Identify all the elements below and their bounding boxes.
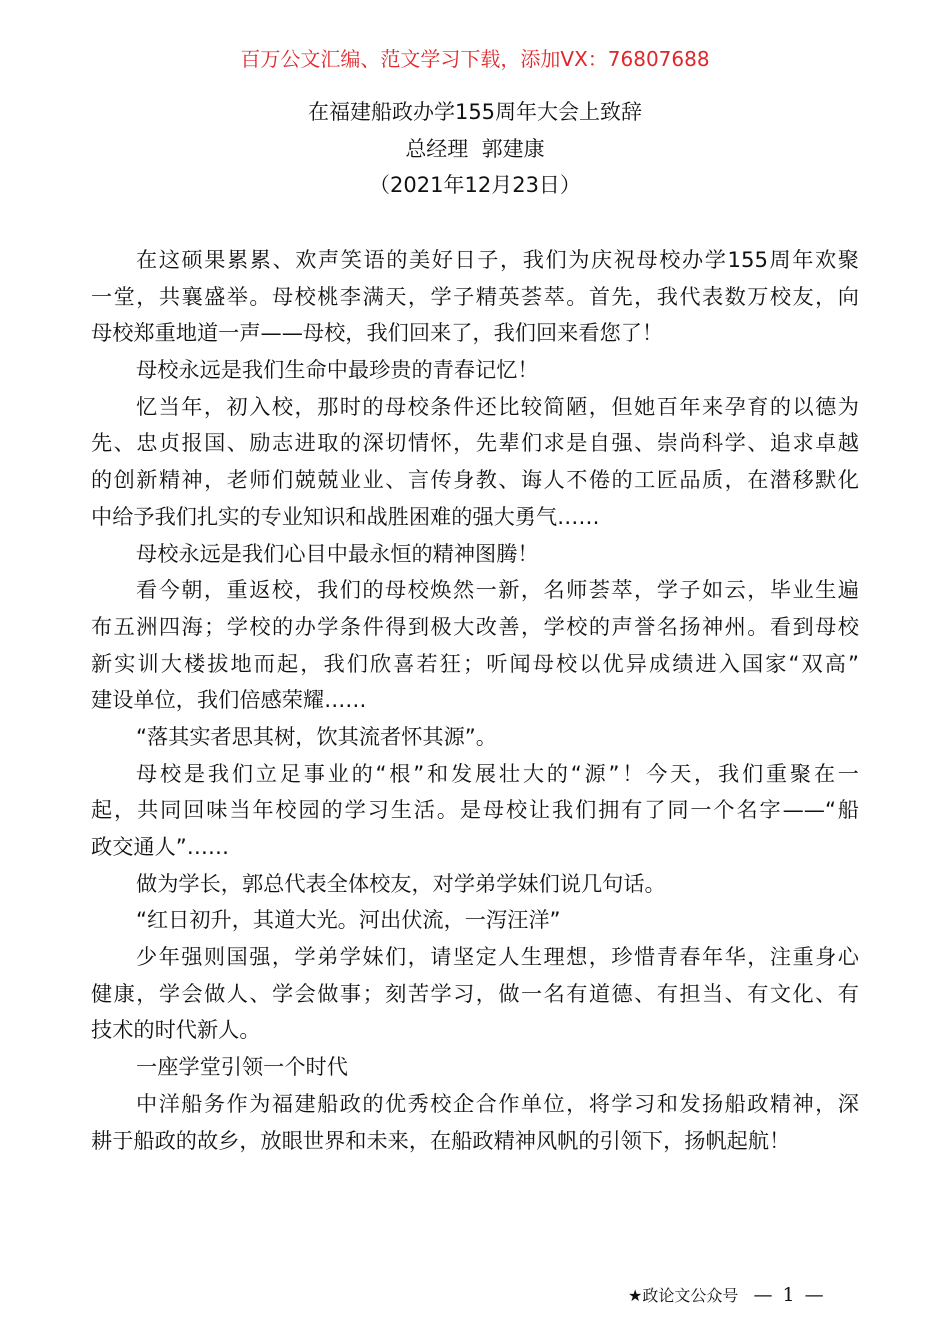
paragraph-line: 一堂，共襄盛举。母校桃李满天，学子精英荟萃。首先，我代表数万校友，向 <box>91 283 859 309</box>
page-number: — 1 — <box>753 1284 826 1306</box>
paragraph-line: 母校是我们立足事业的“根”和发展壮大的“源”！今天，我们重聚在一 <box>136 760 859 786</box>
author-line: 总经理 郭建康 <box>405 137 545 161</box>
paragraph-line: 新实训大楼拔地而起，我们欣喜若狂；听闻母校以优异成绩进入国家“双高” <box>91 650 859 676</box>
paragraph-line: 起，共同回味当年校园的学习生活。是母校让我们拥有了同一个名字——“船 <box>91 797 859 823</box>
paragraph-line: 少年强则国强，学弟学妹们，请坚定人生理想，珍惜青春年华，注重身心 <box>136 944 859 970</box>
footer-source: ★政论文公众号 <box>628 1286 739 1305</box>
paragraph <box>91 939 859 1049</box>
document-title: 在福建船政办学155周年大会上致辞 <box>307 100 643 124</box>
paragraph <box>91 572 859 719</box>
header-banner: 百万公文汇编、范文学习下载，添加VX：76807688 <box>240 47 710 71</box>
paragraph <box>91 756 859 866</box>
paragraph-line: 政交通人”…… <box>91 834 230 859</box>
paragraph-line: 做为学长，郭总代表全体校友，对学弟学妹们说几句话。 <box>136 870 666 896</box>
paragraph-line: 健康，学会做人、学会做事；刻苦学习，做一名有道德、有担当、有文化、有 <box>91 980 859 1006</box>
paragraph-line: “落其实者思其树，饮其流者怀其源”。 <box>136 723 497 749</box>
paragraph-line: 母校永远是我们心目中最永恒的精神图腾！ <box>136 540 539 566</box>
document-body <box>91 242 859 1159</box>
paragraph-line: 中洋船务作为福建船政的优秀校企合作单位，将学习和发扬船政精神，深 <box>136 1090 859 1116</box>
paragraph <box>91 1049 859 1086</box>
paragraph-line: 母校郑重地道一声——母校，我们回来了，我们回来看您了！ <box>91 320 664 346</box>
paragraph-line: 母校永远是我们生命中最珍贵的青春记忆！ <box>136 357 539 383</box>
paragraph <box>91 389 859 536</box>
paragraph-line: “红日初升，其道大光。河出伏流，一泻汪洋” <box>136 907 561 933</box>
paragraph <box>91 1086 859 1159</box>
paragraph-line: 布五洲四海；学校的办学条件得到极大改善，学校的声誉名扬神州。看到母校 <box>91 613 859 639</box>
paragraph-line: 技术的时代新人。 <box>91 1017 261 1043</box>
paragraph-line: 一座学堂引领一个时代 <box>136 1054 348 1080</box>
paragraph <box>91 866 859 903</box>
date-line: （2021年12月23日） <box>369 173 581 197</box>
paragraph-line: 在这硕果累累、欢声笑语的美好日子，我们为庆祝母校办学155周年欢聚 <box>136 247 859 272</box>
paragraph <box>91 902 859 939</box>
paragraph-line: 中给予我们扎实的专业知识和战胜困难的强大勇气…… <box>91 503 600 529</box>
paragraph <box>91 242 859 352</box>
paragraph-line: 建设单位，我们倍感荣耀…… <box>91 687 367 713</box>
paragraph <box>91 536 859 573</box>
paragraph-line: 看今朝，重返校，我们的母校焕然一新，名师荟萃，学子如云，毕业生遍 <box>136 577 859 603</box>
paragraph-line: 耕于船政的故乡，放眼世界和未来，在船政精神风帆的引领下，扬帆起航！ <box>91 1127 791 1153</box>
paragraph <box>91 352 859 389</box>
paragraph-line: 先、忠贞报国、励志进取的深切情怀，先辈们求是自强、崇尚科学、追求卓越 <box>91 430 859 456</box>
paragraph <box>91 719 859 756</box>
page-footer <box>628 1283 826 1308</box>
paragraph-line: 的创新精神，老师们兢兢业业、言传身教、诲人不倦的工匠品质，在潜移默化 <box>91 467 859 493</box>
paragraph-line: 忆当年，初入校，那时的母校条件还比较简陋，但她百年来孕育的以德为 <box>136 393 859 419</box>
